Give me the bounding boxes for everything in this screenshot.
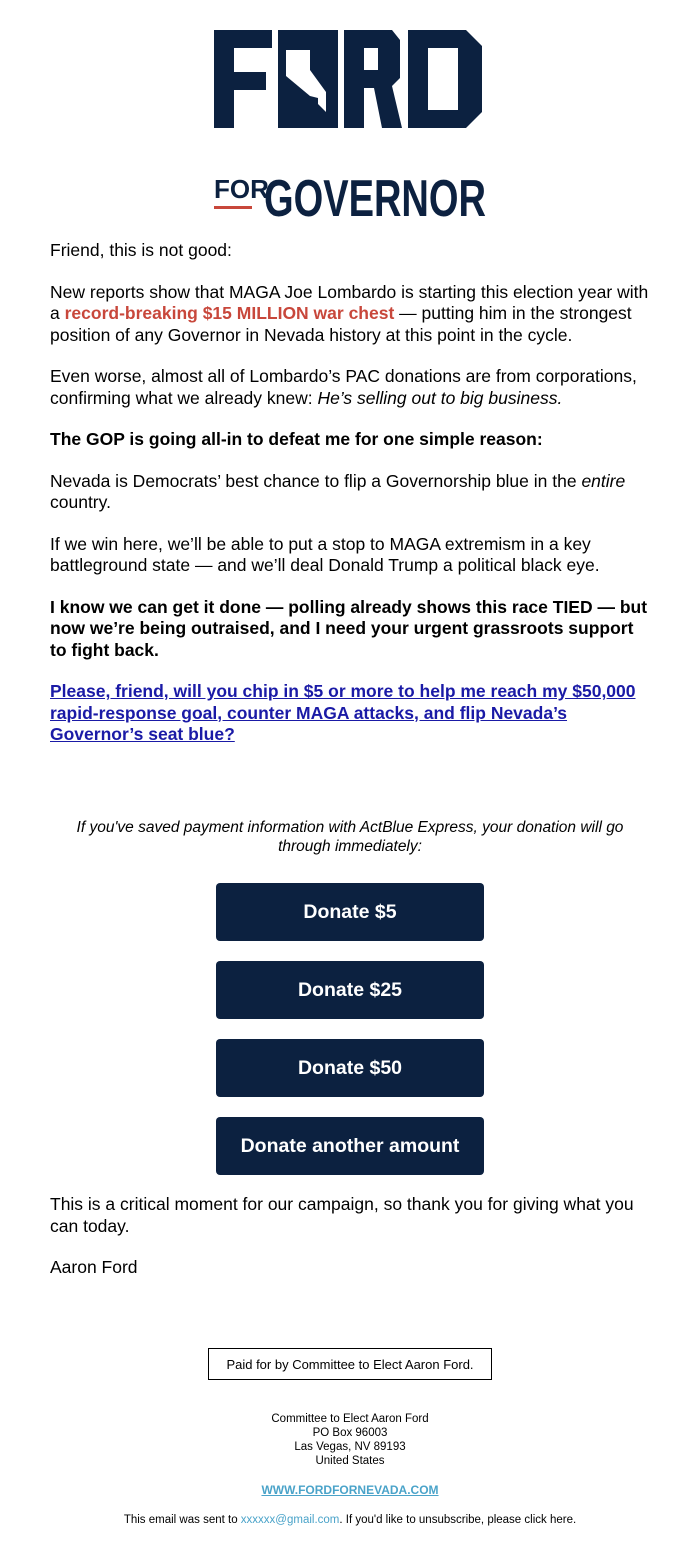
actblue-note: If you've saved payment information with ActBlue Express, your donation will go through immediately: — [76, 819, 624, 855]
donate-50-button[interactable]: Donate $50 — [216, 1039, 484, 1097]
email-content — [50, 240, 650, 766]
address-line: Committee to Elect Aaron Ford — [271, 1413, 429, 1425]
address-line: PO Box 96003 — [312, 1427, 388, 1439]
closing — [50, 1194, 650, 1299]
paragraph-nevada: Nevada is Democrats’ best chance to flip a Governorship blue in the entire country. — [50, 470, 626, 512]
address-line: Las Vegas, NV 89193 — [294, 1441, 406, 1453]
sent-to-notice: This email was sent to xxxxxx@gmail.com. If you'd like to unsubscribe, please click here. — [123, 1514, 577, 1526]
cta-link[interactable]: Please, friend, will you chip in $5 or more to help me reach my $50,000 rapid-response goal, counter MAGA attacks, and flip Nevada’s Governor’s seat blue? — [50, 681, 636, 744]
logo-red-underline — [214, 206, 252, 209]
paid-by-box: Paid for by Committee to Elect Aaron Ford. — [208, 1348, 492, 1380]
signature: Aaron Ford — [50, 1257, 138, 1277]
paragraph-gop: The GOP is going all-in to defeat me for one simple reason: — [50, 429, 543, 449]
unsubscribe-text[interactable]: . If you'd like to unsubscribe, please click here. — [339, 1514, 577, 1526]
logo-office-text: GOVERNOR — [264, 170, 486, 228]
paragraph-pac-donations: Even worse, almost all of Lombardo’s PAC donations are from corporations, confirming what we already knew: He’s selling out to big business. — [50, 366, 637, 408]
paragraph-war-chest: New reports show that MAGA Joe Lombardo is starting this election year with a record-breaking $15 MILLION war chest — putting him in the strongest position of any Governor in Nevada history at this point in the cycle. — [50, 281, 649, 345]
website-link[interactable]: WWW.FORDFORNEVADA.COM — [261, 1483, 439, 1497]
greeting: Friend, this is not good: — [50, 240, 232, 260]
donate-other-button[interactable]: Donate another amount — [216, 1117, 484, 1175]
donate-25-button[interactable]: Donate $25 — [216, 961, 484, 1019]
address-line: United States — [315, 1455, 385, 1467]
website — [0, 1483, 700, 1497]
closing-text: This is a critical moment for our campaign, so thank you for giving what you can today. — [50, 1194, 634, 1236]
recipient-email[interactable]: xxxxxx@gmail.com — [240, 1514, 340, 1526]
campaign-logo — [214, 30, 486, 228]
paragraph-tied: I know we can get it done — polling already shows this race TIED — but now we’re being outraised, and I need your urgent grassroots support to fight back. — [50, 596, 648, 660]
cta-paragraph — [50, 681, 650, 746]
mailing-address — [0, 1412, 700, 1468]
war-chest-highlight: record-breaking $15 MILLION war chest — [64, 303, 395, 323]
donate-5-button[interactable]: Donate $5 — [216, 883, 484, 941]
logo-for-text: FOR — [214, 174, 269, 204]
paragraph-battleground: If we win here, we’ll be able to put a stop to MAGA extremism in a key battleground state — and we’ll deal Donald Trump a political black eye. — [50, 533, 600, 575]
